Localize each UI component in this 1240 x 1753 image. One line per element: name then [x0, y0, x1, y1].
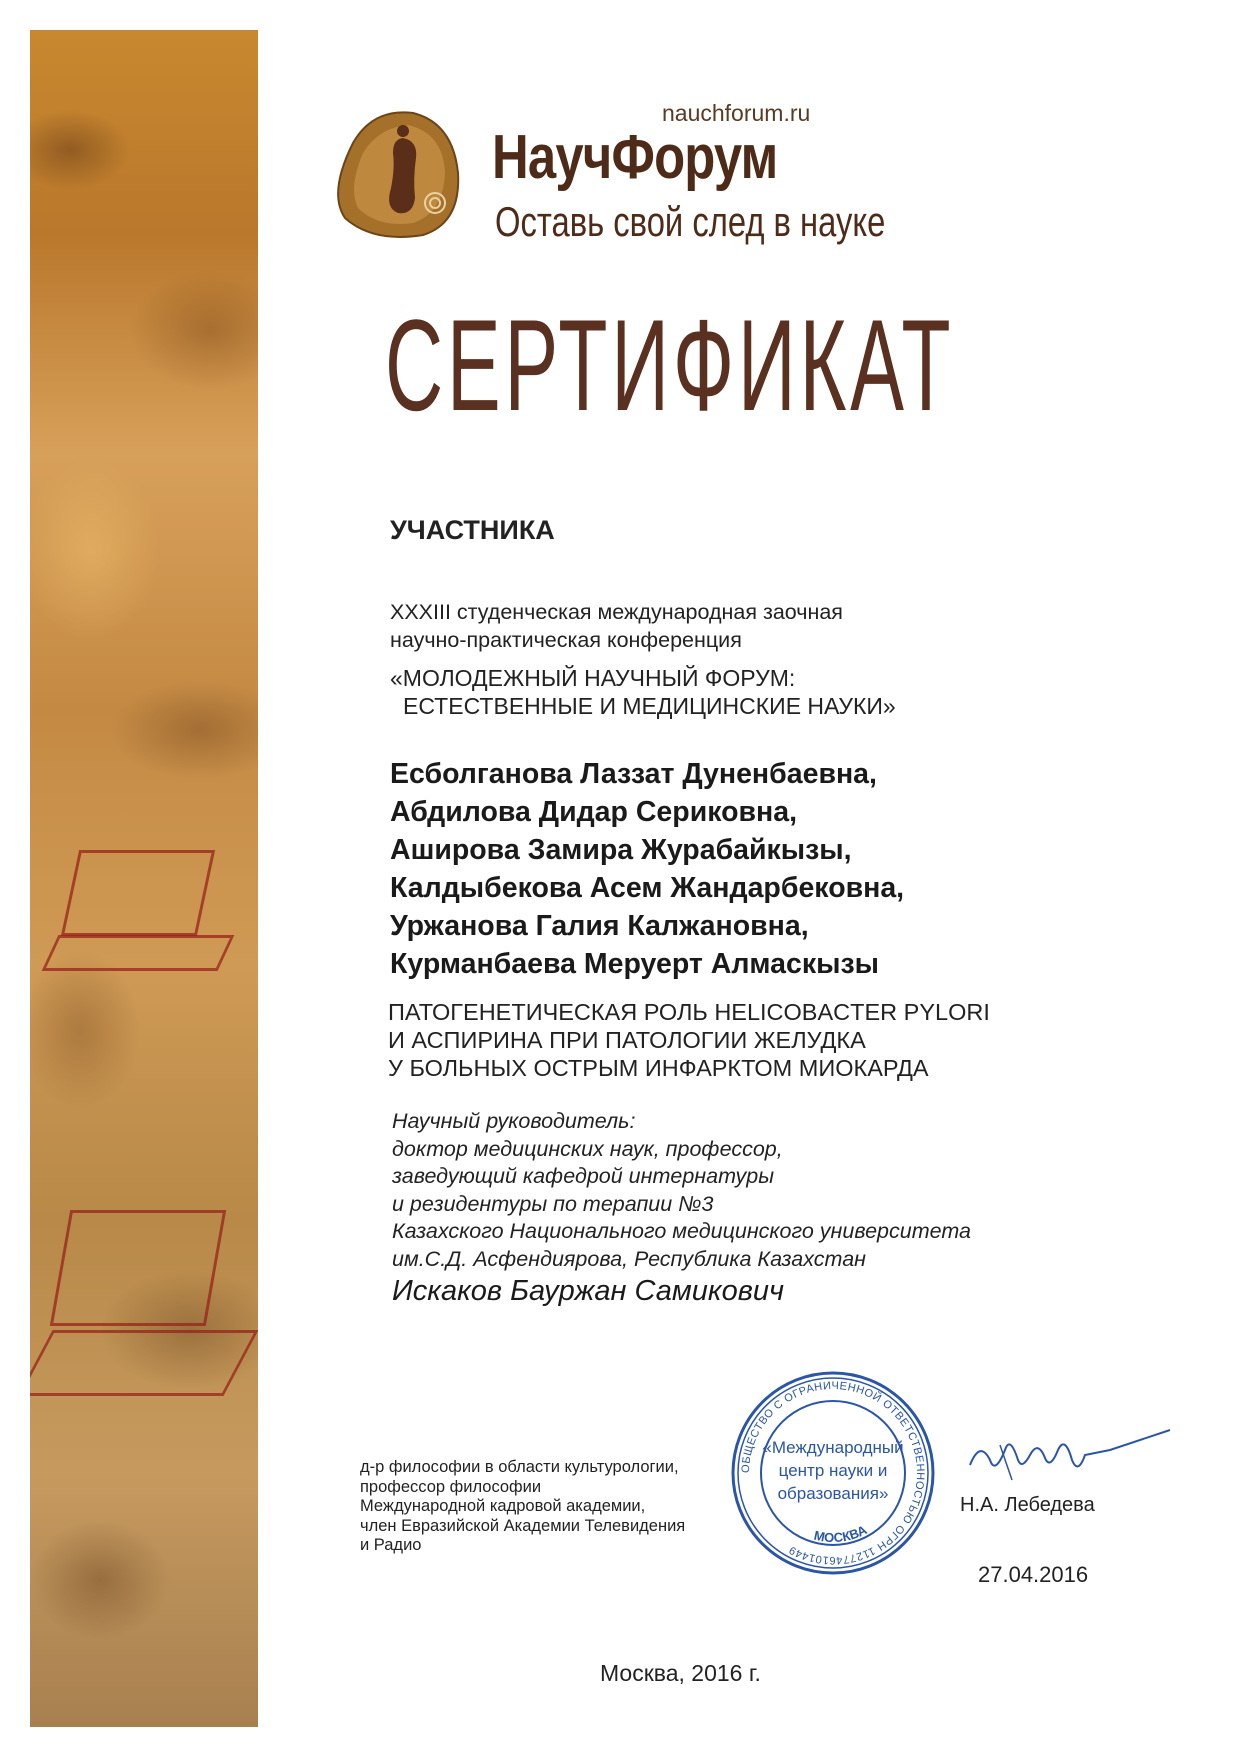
participant-name: Курманбаева Меруерт Алмаскызы [390, 948, 879, 980]
topic-line: ПАТОГЕНЕТИЧЕСКАЯ РОЛЬ HELICOBACTER PYLORI [388, 999, 990, 1025]
footer-city-year: Москва, 2016 г. [600, 1660, 761, 1686]
participant-name: Абдилова Дидар Сериковна, [390, 796, 798, 828]
issue-date: 27.04.2016 [978, 1562, 1089, 1587]
decorative-rock-art-strip [30, 30, 258, 1727]
conference-title-line: ЕСТЕСТВЕННЫЕ И МЕДИЦИНСКИЕ НАУКИ» [403, 693, 896, 719]
supervisor-info-line: доктор медицинских наук, профессор, [392, 1136, 783, 1161]
organization-stamp-icon [728, 1368, 938, 1578]
supervisor-info-line: Казахского Национального медицинского университета [392, 1219, 971, 1243]
rock-art-laptop-figure [30, 1330, 258, 1396]
conference-title-line: «МОЛОДЕЖНЫЙ НАУЧНЫЙ ФОРУМ: [390, 665, 796, 691]
signer-credential-line: и Радио [360, 1536, 422, 1554]
topic-line: У БОЛЬНЫХ ОСТРЫМ ИНФАРКТОМ МИОКАРДА [388, 1055, 929, 1081]
rock-art-laptop-figure [50, 1210, 226, 1326]
handwritten-signature [960, 1420, 1180, 1490]
stamp-center-line: центр науки и [778, 1461, 888, 1480]
participants-list [390, 755, 904, 983]
signer-credential-line: д-р философии в области культурологии, [360, 1458, 679, 1476]
participant-name: Калдыбекова Асем Жандарбековна, [390, 872, 905, 904]
participant-name: Аширова Замира Журабайкызы, [390, 834, 852, 866]
supervisor-name: Искаков Бауржан Самикович [392, 1275, 785, 1307]
stamp-ring-text: ОБЩЕСТВО С ОГРАНИЧЕННОЙ ОТВЕТСТВЕННОСТЬЮ ОГРН 1127746101449 [739, 1379, 927, 1567]
brand-tagline: Оставь свой след в науке [495, 198, 886, 245]
supervisor-info-line: и резидентуры по терапии №3 [392, 1191, 714, 1216]
svg-text:МОСКВА [813, 1522, 870, 1545]
participant-name: Есболганова Лаззат Дуненбаевна, [390, 758, 877, 790]
supervisor-label: Научный руководитель: [392, 1109, 636, 1133]
conference-line: XXXIII студенческая международная заочная [390, 600, 843, 624]
certificate-title: СЕРТИФИКАТ [385, 292, 955, 438]
signer-credential-line: профессор философии [360, 1477, 542, 1496]
stamp-city: МОСКВА [812, 1522, 870, 1546]
certificate-subtitle: УЧАСТНИКА [390, 515, 555, 545]
stamp-center-line: «Международный [762, 1438, 904, 1457]
rock-art-laptop-figure [42, 935, 235, 971]
site-url: nauchforum.ru [662, 100, 811, 126]
brand-name: НаучФорум [492, 123, 778, 192]
participant-name: Уржанова Галия Калжановна, [390, 910, 809, 942]
signer-credential-line: член Евразийской Академии Телевидения [360, 1516, 686, 1535]
supervisor-info-line: им.С.Д. Асфендиярова, Республика Казахстан [392, 1246, 866, 1271]
signer-name: Н.А. Лебедева [960, 1494, 1095, 1516]
signer-credentials [360, 1458, 685, 1556]
signer-credential-line: Международной кадровой академии, [360, 1497, 646, 1515]
conference-line: научно-практическая конференция [390, 628, 742, 652]
rock-art-laptop-figure [61, 850, 215, 936]
paper-topic [388, 998, 990, 1082]
nauchforum-logo-icon [333, 103, 463, 243]
stamp-center-line: образования» [777, 1484, 889, 1503]
supervisor-info-line: заведующий кафедрой интернатуры [392, 1164, 775, 1188]
topic-line: И АСПИРИНА ПРИ ПАТОЛОГИИ ЖЕЛУДКА [388, 1027, 866, 1053]
supervisor-block [392, 1108, 971, 1273]
